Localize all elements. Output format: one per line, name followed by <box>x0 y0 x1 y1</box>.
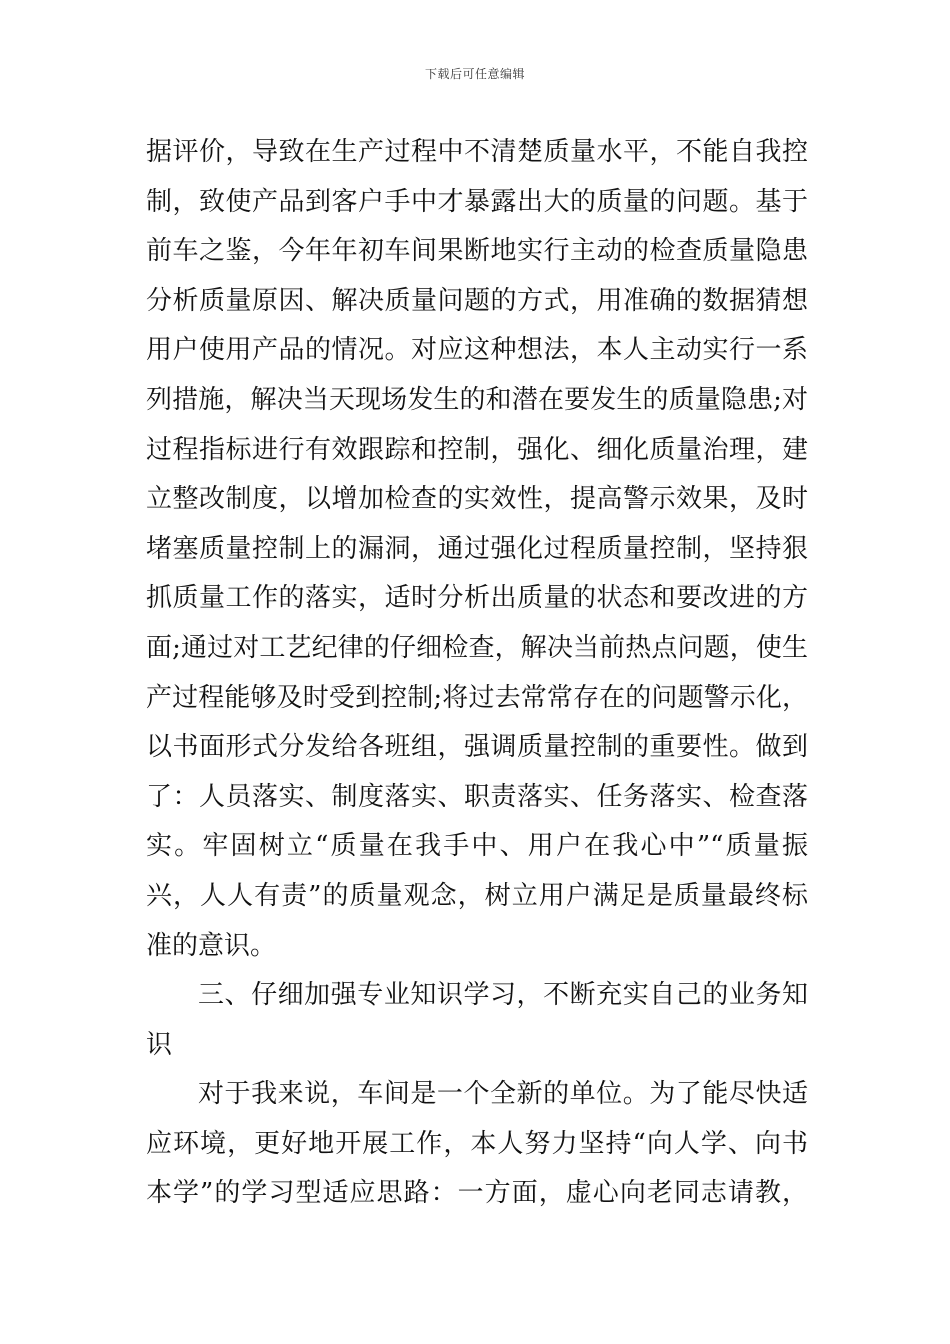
paragraph-line: 了：人员落实、制度落实、职责落实、任务落实、检查落 <box>146 781 808 812</box>
paragraph-line: 列措施，解决当天现场发生的和潜在要发生的质量隐患;对 <box>146 384 808 415</box>
paragraph-line: 兴，人人有责”的质量观念，树立用户满足是质量最终标 <box>146 880 808 911</box>
paragraph-line: 堵塞质量控制上的漏洞，通过强化过程质量控制，坚持狠 <box>146 533 808 564</box>
paragraph-line: 准的意识。 <box>146 930 277 961</box>
paragraph-line: 以书面形式分发给各班组，强调质量控制的重要性。做到 <box>146 732 808 763</box>
paragraph-line: 用户使用产品的情况。对应这种想法，本人主动实行一系 <box>146 335 808 366</box>
paragraph-line: 据评价，导致在生产过程中不清楚质量水平，不能自我控 <box>146 137 808 167</box>
paragraph-line: 前车之鉴，今年年初车间果断地实行主动的检查质量隐患 <box>146 236 808 267</box>
section-heading-line: 识 <box>146 1029 173 1060</box>
paragraph-line: 分析质量原因、解决质量问题的方式，用准确的数据猜想 <box>146 285 808 316</box>
paragraph-line: 抓质量工作的落实，适时分析出质量的状态和要改进的方 <box>146 583 808 614</box>
paragraph-line: 本学”的学习型适应思路：一方面，虚心向老同志请教， <box>146 1178 808 1209</box>
paragraph-line: 应环境，更好地开展工作，本人努力坚持“向人学、向书 <box>146 1128 808 1159</box>
paragraph-line: 实。牢固树立“质量在我手中、用户在我心中”“质量振 <box>146 831 808 862</box>
paragraph-line: 立整改制度，以增加检查的实效性，提高警示效果，及时 <box>146 484 808 515</box>
paragraph-line: 面;通过对工艺纪律的仔细检查，解决当前热点问题，使生 <box>146 632 808 663</box>
paragraph-line: 过程指标进行有效跟踪和控制，强化、细化质量治理，建 <box>146 434 808 465</box>
paragraph-line: 产过程能够及时受到控制;将过去常常存在的问题警示化， <box>146 682 808 713</box>
paragraph-line: 制，致使产品到客户手中才暴露出大的质量的问题。基于 <box>146 186 808 217</box>
section-heading-line: 三、仔细加强专业知识学习，不断充实自己的业务知 <box>198 980 808 1011</box>
paragraph-line: 对于我来说，车间是一个全新的单位。为了能尽快适 <box>198 1079 808 1110</box>
document-body <box>146 128 808 1219</box>
page-header: 下载后可任意编辑 <box>424 67 525 81</box>
